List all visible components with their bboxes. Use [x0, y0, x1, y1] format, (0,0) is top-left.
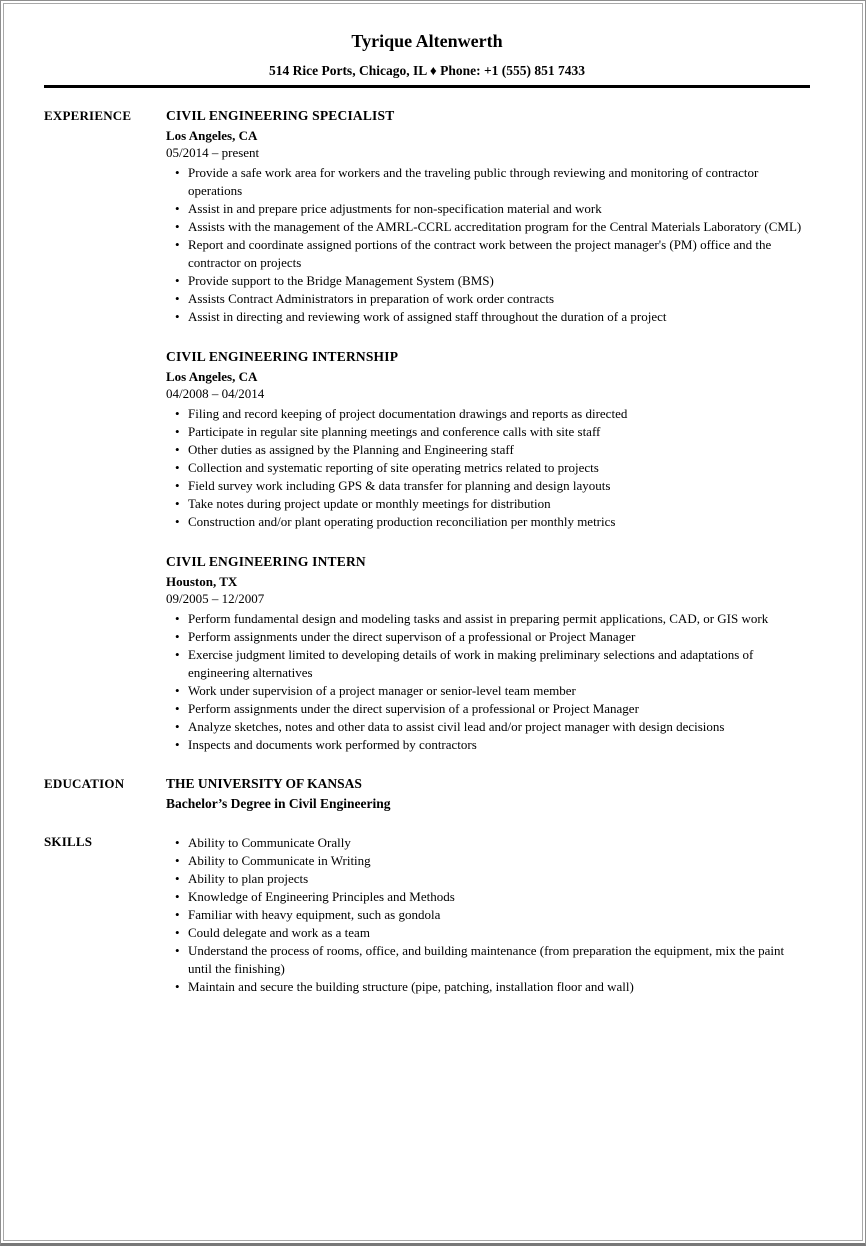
bullet-item: • Work under supervision of a project manager or senior-level team member: [188, 682, 810, 700]
bullet-item: • Inspects and documents work performed by contractors: [188, 736, 810, 754]
job-bullets: [166, 405, 810, 531]
bullet-item: • Construction and/or plant operating production reconciliation per monthly metrics: [188, 513, 810, 531]
job-entry: [166, 554, 810, 754]
experience-section: [44, 108, 810, 754]
resume-body: [44, 108, 810, 996]
job-entry: [166, 108, 810, 326]
bullet-item: • Ability to Communicate Orally: [188, 834, 810, 852]
bullet-item: • Collection and systematic reporting of site operating metrics related to projects: [188, 459, 810, 477]
job-bullets: [166, 610, 810, 754]
bullet-item: • Other duties as assigned by the Planning and Engineering staff: [188, 441, 810, 459]
resume-header: [44, 30, 810, 88]
bullet-item: • Perform fundamental design and modeling tasks and assist in preparing permit applications, CAD, or GIS work: [188, 610, 810, 628]
bullet-item: • Understand the process of rooms, office, and building maintenance (from preparation the equipment, mix the paint until the finishing): [188, 942, 810, 978]
education-school: THE UNIVERSITY OF KANSAS: [166, 776, 362, 791]
bullet-item: • Filing and record keeping of project documentation drawings and reports as directed: [188, 405, 810, 423]
job-location: Los Angeles, CA: [166, 128, 258, 143]
education-label: EDUCATION: [44, 776, 125, 791]
experience-content: [166, 108, 810, 754]
bullet-item: • Assist in directing and reviewing work of assigned staff throughout the duration of a project: [188, 308, 810, 326]
job-title: CIVIL ENGINEERING SPECIALIST: [166, 108, 395, 123]
experience-label: EXPERIENCE: [44, 108, 132, 123]
bullet-item: • Assists with the management of the AMRL-CCRL accreditation program for the Central Materials Laboratory (CML): [188, 218, 810, 236]
job-location: Houston, TX: [166, 574, 238, 589]
bullet-item: • Exercise judgment limited to developing details of work in making preliminary selections and adaptations of engineering alternatives: [188, 646, 810, 682]
bullet-item: • Take notes during project update or monthly meetings for distribution: [188, 495, 810, 513]
job-entry: [166, 349, 810, 531]
bullet-item: • Perform assignments under the direct supervision of a professional or Project Manager: [188, 700, 810, 718]
header-divider: [44, 85, 810, 88]
bullet-item: • Assists Contract Administrators in preparation of work order contracts: [188, 290, 810, 308]
resume-inner: [3, 3, 863, 1241]
bullet-item: • Provide a safe work area for workers and the traveling public through reviewing and monitoring of contractor operations: [188, 164, 810, 200]
bullet-item: • Assist in and prepare price adjustments for non-specification material and work: [188, 200, 810, 218]
bullet-item: • Perform assignments under the direct supervison of a professional or Project Manager: [188, 628, 810, 646]
bullet-item: • Knowledge of Engineering Principles and Methods: [188, 888, 810, 906]
skills-content: [166, 834, 810, 996]
education-section: [44, 776, 810, 812]
bullet-item: • Provide support to the Bridge Management System (BMS): [188, 272, 810, 290]
education-degree: Bachelor’s Degree in Civil Engineering: [166, 796, 391, 811]
skills-label: SKILLS: [44, 834, 93, 849]
bullet-item: • Ability to plan projects: [188, 870, 810, 888]
bullet-item: • Ability to Communicate in Writing: [188, 852, 810, 870]
bullet-item: • Familiar with heavy equipment, such as gondola: [188, 906, 810, 924]
job-title: CIVIL ENGINEERING INTERN: [166, 554, 366, 569]
bullet-item: • Maintain and secure the building structure (pipe, patching, installation floor and wall): [188, 978, 810, 996]
bullet-item: • Report and coordinate assigned portions of the contract work between the project manager's (PM) office and the contractor on projects: [188, 236, 810, 272]
bullet-item: • Participate in regular site planning meetings and conference calls with site staff: [188, 423, 810, 441]
skills-list: [166, 834, 810, 996]
job-bullets: [166, 164, 810, 326]
job-location: Los Angeles, CA: [166, 369, 258, 384]
job-dates: 05/2014 – present: [166, 145, 260, 160]
job-title: CIVIL ENGINEERING INTERNSHIP: [166, 349, 399, 364]
skills-section: [44, 834, 810, 996]
candidate-name: Tyrique Altenwerth: [351, 31, 503, 51]
bullet-item: • Could delegate and work as a team: [188, 924, 810, 942]
job-dates: 09/2005 – 12/2007: [166, 591, 265, 606]
bullet-item: • Analyze sketches, notes and other data to assist civil lead and/or project manager with design decisions: [188, 718, 810, 736]
job-dates: 04/2008 – 04/2014: [166, 386, 265, 401]
contact-line: 514 Rice Ports, Chicago, IL ♦ Phone: +1 (555) 851 7433: [268, 63, 586, 78]
bullet-item: • Field survey work including GPS & data transfer for planning and design layouts: [188, 477, 810, 495]
education-content: [166, 776, 810, 812]
